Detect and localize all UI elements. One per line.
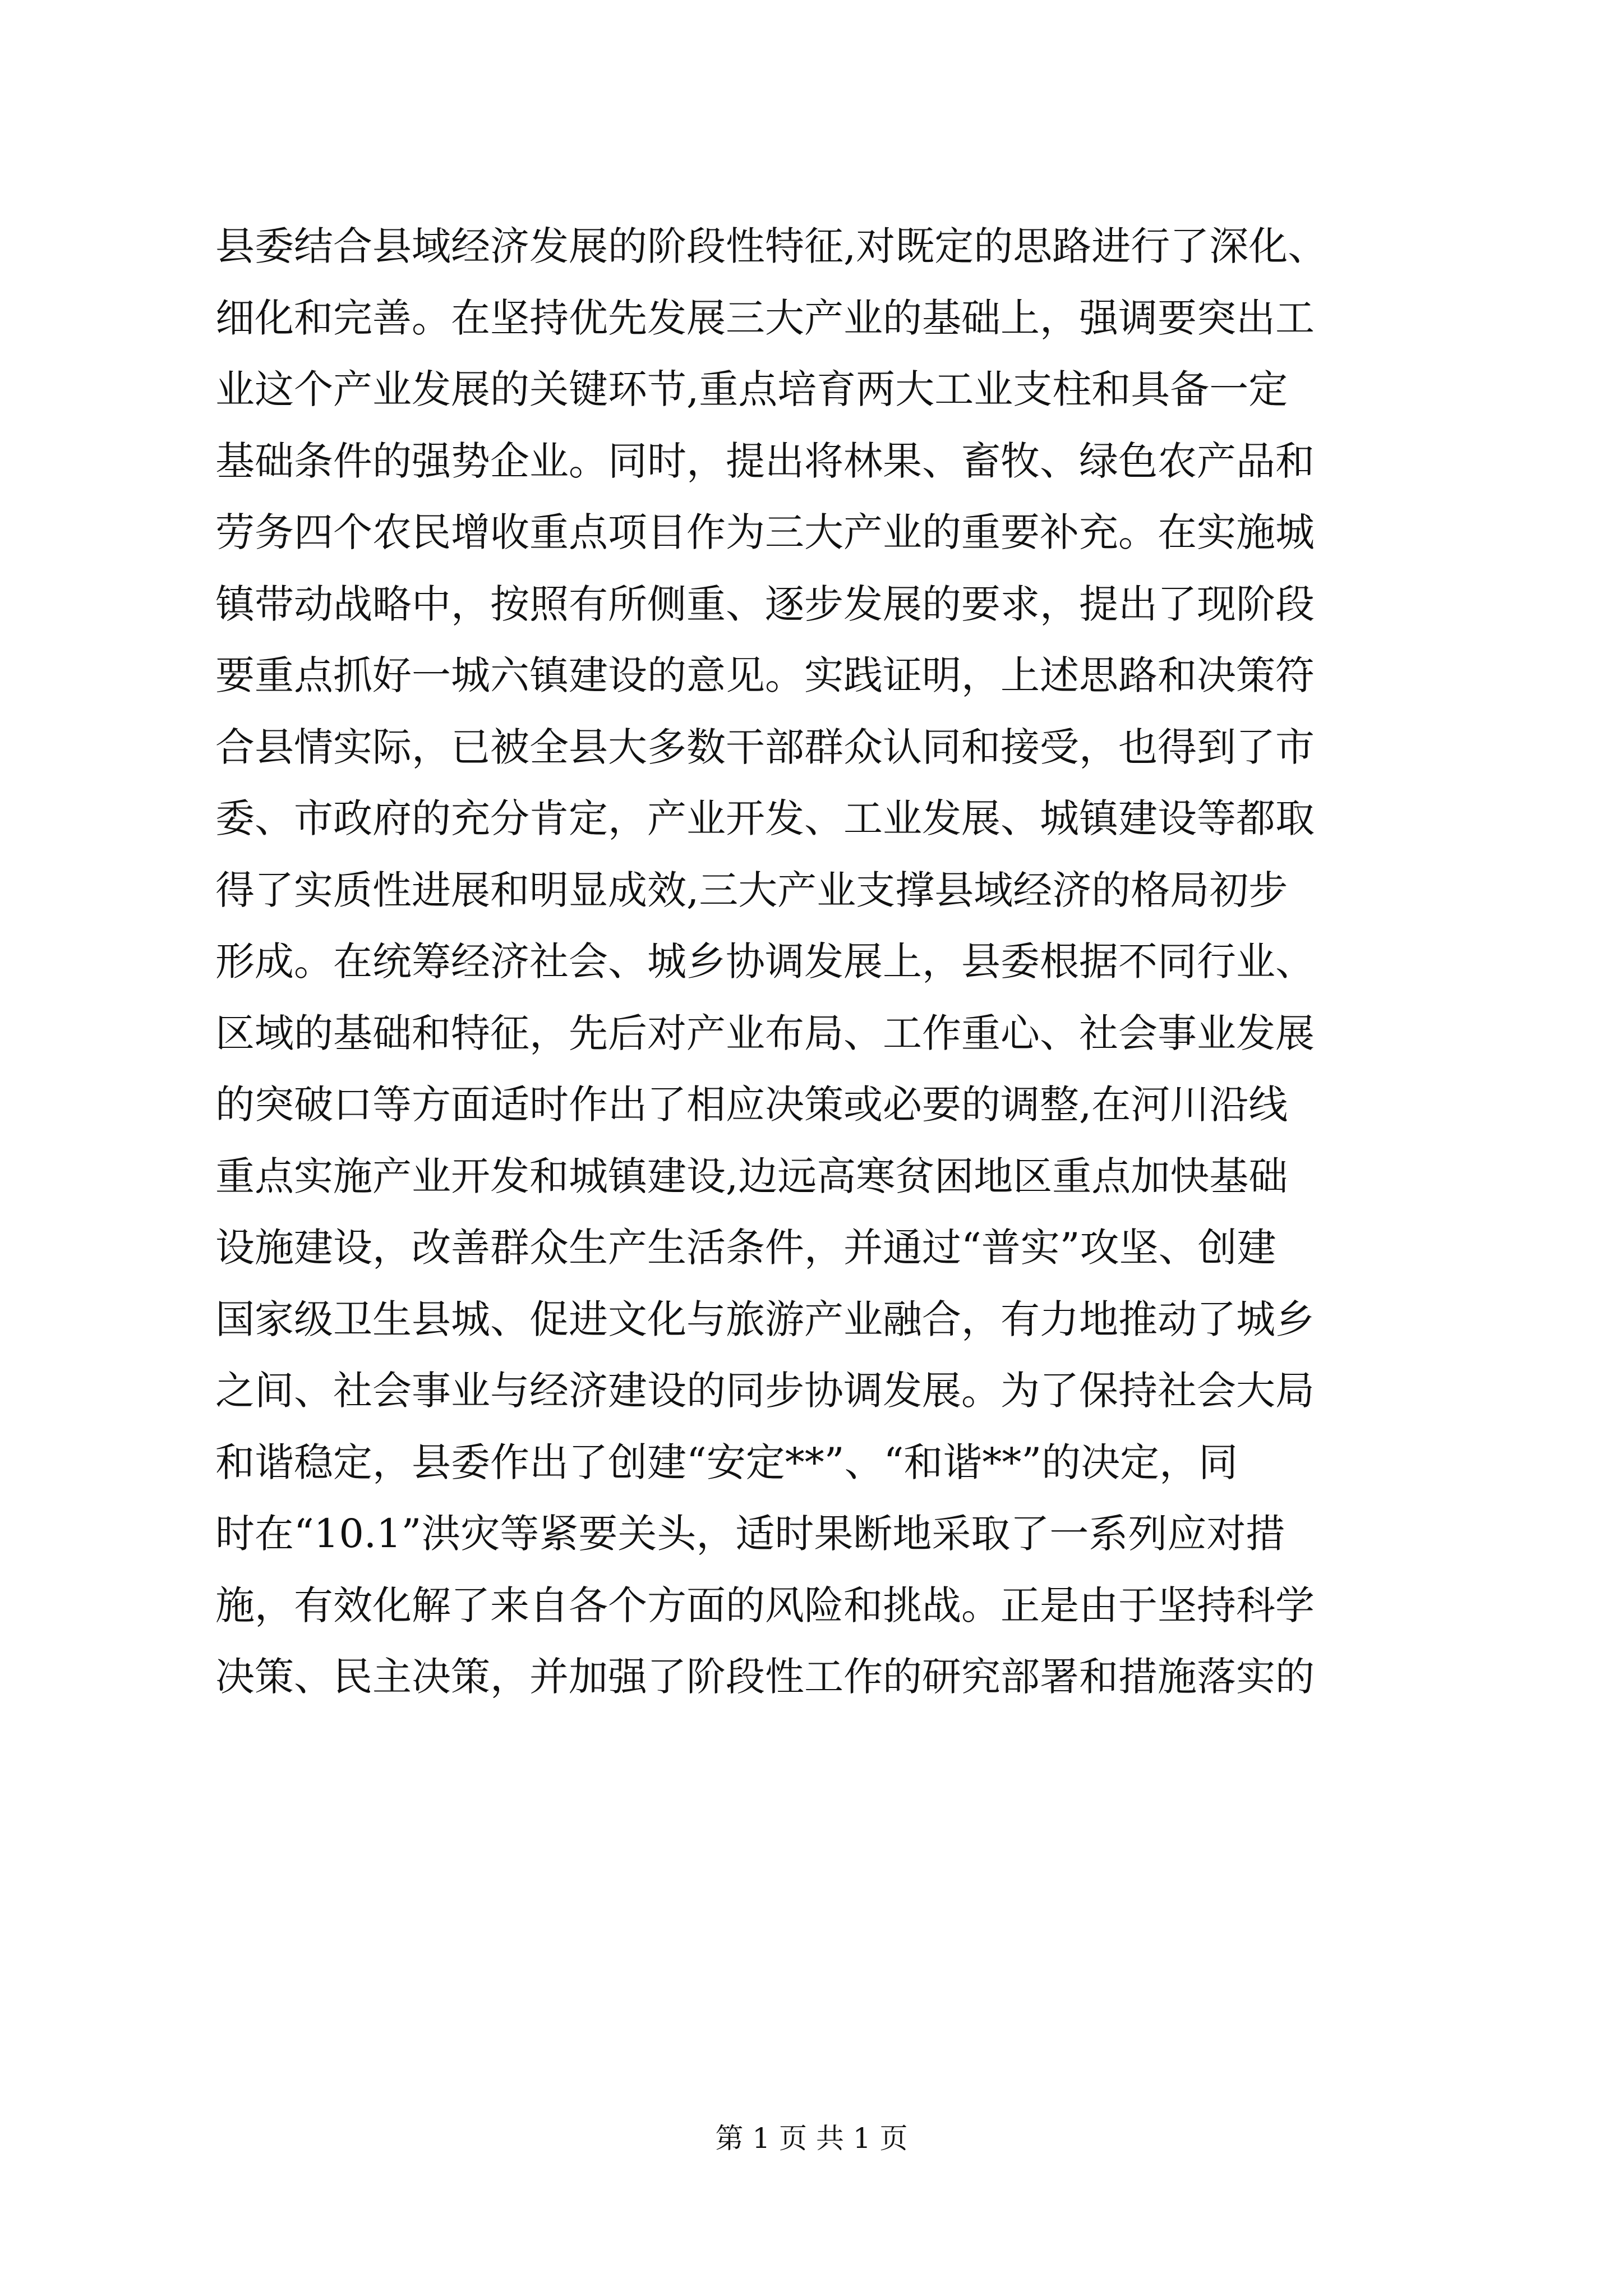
text-line: 要重点抓好一城六镇建设的意见。实践证明，上述思路和决策符 bbox=[215, 652, 1315, 698]
text-line: 得了实质性进展和明显成效,三大产业支撑县域经济的格局初步 bbox=[215, 867, 1288, 913]
text-line: 合县情实际，已被全县大多数干部群众认同和接受，也得到了市 bbox=[215, 724, 1315, 770]
text-line: 国家级卫生县城、促进文化与旅游产业融合，有力地推动了城乡 bbox=[215, 1296, 1315, 1342]
text-line: 时在“10.1”洪灾等紧要关头，适时果断地采取了一系列应对措 bbox=[215, 1511, 1285, 1557]
text-line: 决策、民主决策，并加强了阶段性工作的研究部署和措施落实的 bbox=[215, 1654, 1315, 1700]
text-line: 施，有效化解了来自各个方面的风险和挑战。正是由于坚持科学 bbox=[215, 1582, 1315, 1628]
text-line: 的突破口等方面适时作出了相应决策或必要的调整,在河川沿线 bbox=[215, 1082, 1288, 1128]
text-line: 业这个产业发展的关键环节,重点培育两大工业支柱和具备一定 bbox=[215, 366, 1288, 412]
text-line: 和谐稳定，县委作出了创建“安定**”、“和谐**”的决定，同 bbox=[215, 1439, 1238, 1485]
text-line: 重点实施产业开发和城镇建设,边远高寒贫困地区重点加快基础 bbox=[215, 1153, 1288, 1199]
text-line: 基础条件的强势企业。同时，提出将林果、畜牧、绿色农产品和 bbox=[215, 438, 1315, 484]
text-line: 区域的基础和特征，先后对产业布局、工作重心、社会事业发展 bbox=[215, 1010, 1315, 1056]
text-line: 县委结合县域经济发展的阶段性特征,对既定的思路进行了深化、 bbox=[215, 223, 1327, 269]
page-footer bbox=[0, 2122, 1623, 2155]
text-line: 细化和完善。在坚持优先发展三大产业的基础上，强调要突出工 bbox=[215, 295, 1315, 341]
body-paragraph bbox=[215, 211, 1483, 1713]
text-line: 之间、社会事业与经济建设的同步协调发展。为了保持社会大局 bbox=[215, 1368, 1315, 1414]
text-line: 镇带动战略中，按照有所侧重、逐步发展的要求，提出了现阶段 bbox=[215, 581, 1315, 627]
text-line: 劳务四个农民增收重点项目作为三大产业的重要补充。在实施城 bbox=[215, 509, 1315, 555]
page-number-label: 第 1 页 共 1 页 bbox=[715, 2122, 908, 2155]
text-line: 形成。在统筹经济社会、城乡协调发展上，县委根据不同行业、 bbox=[215, 938, 1315, 984]
text-line: 设施建设，改善群众生产生活条件，并通过“普实”攻坚、创建 bbox=[215, 1225, 1276, 1271]
text-line: 委、市政府的充分肯定，产业开发、工业发展、城镇建设等都取 bbox=[215, 795, 1315, 841]
